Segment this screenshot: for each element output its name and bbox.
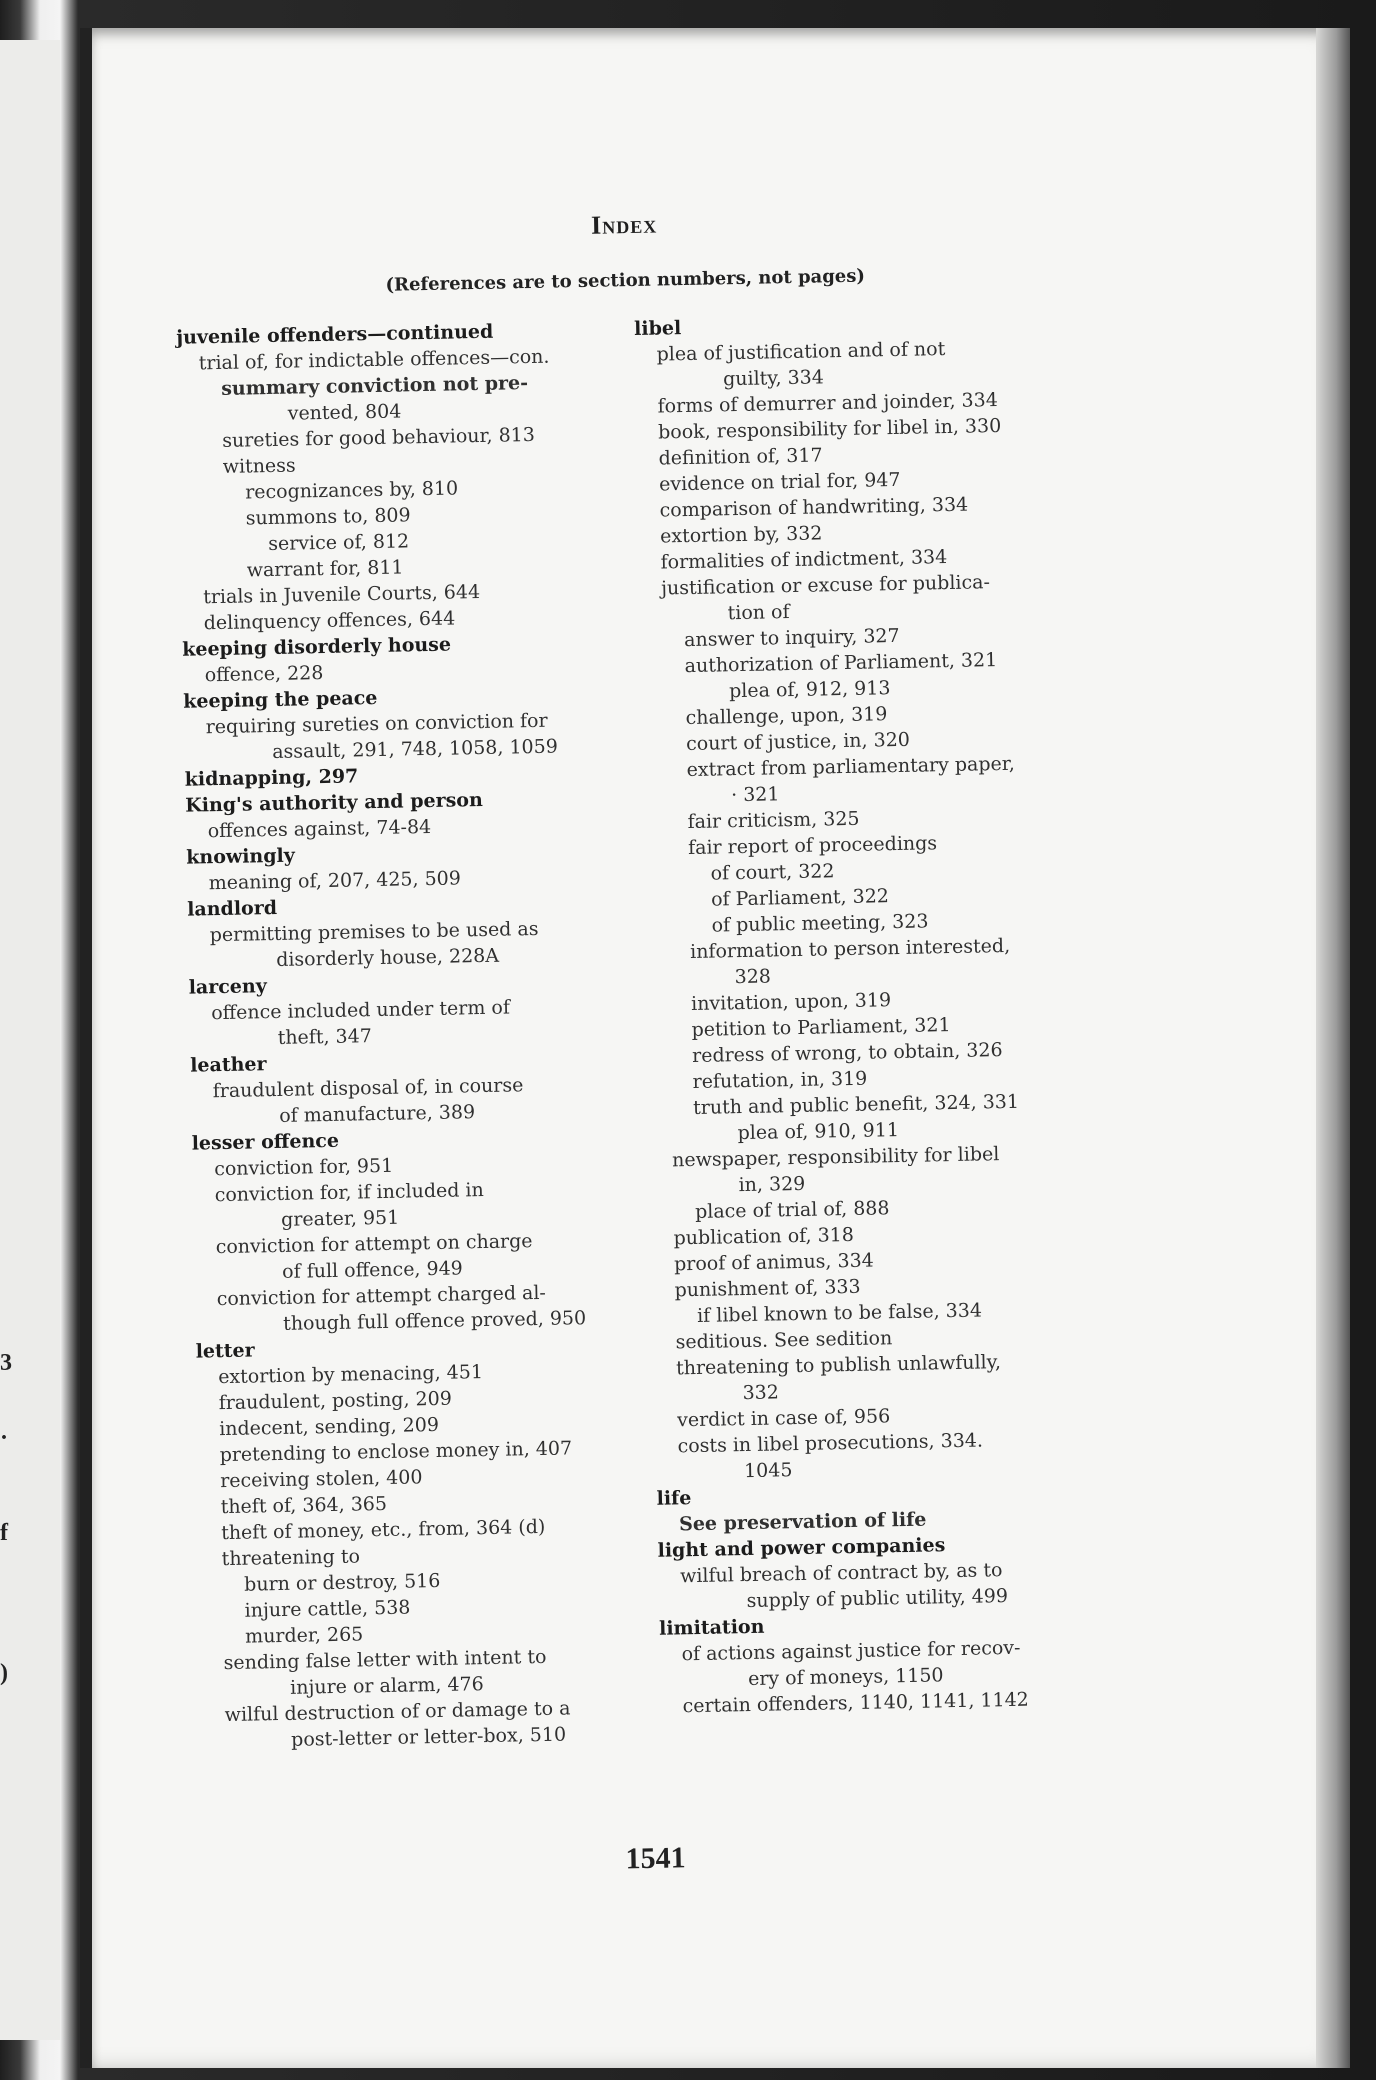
index-entry: vented, 804 (287, 400, 402, 425)
margin-fragment: f (0, 1520, 8, 1546)
index-entry: of manufacture, 389 (278, 1101, 476, 1127)
index-entry: justification or excuse for publica- (660, 571, 991, 600)
index-entry: extortion by, 332 (659, 522, 823, 548)
index-entry: injure cattle, 538 (244, 1596, 411, 1622)
index-entry: 328 (734, 965, 772, 989)
index-entry: supply of public utility, 499 (746, 1585, 1009, 1613)
index-entry: trial of, for indictable offences—con. (198, 345, 550, 375)
index-entry: plea of, 910, 911 (737, 1119, 900, 1145)
index-entry: invitation, upon, 319 (690, 989, 892, 1016)
page-subtitle: (References are to section numbers, not pages) (385, 265, 866, 296)
index-entry: meaning of, 207, 425, 509 (208, 867, 462, 895)
index-entry: of full offence, 949 (281, 1257, 463, 1283)
index-entry: conviction for, 951 (213, 1154, 394, 1181)
index-entry: fair report of proceedings (687, 832, 938, 860)
index-entry: indecent, sending, 209 (218, 1413, 440, 1441)
index-entry: murder, 265 (244, 1623, 364, 1648)
index-entry: challenge, upon, 319 (685, 703, 888, 730)
index-entry: evidence on trial for, 947 (658, 468, 901, 496)
index-entry: if libel known to be false, 334 (696, 1299, 983, 1327)
index-entry: of actions against justice for recov- (681, 1636, 1021, 1666)
index-entry: sureties for good behaviour, 813 (222, 423, 536, 452)
index-entry: permitting premises to be used as (209, 917, 539, 947)
index-column-right (633, 307, 1084, 1718)
index-entry: warrant for, 811 (246, 556, 404, 582)
index-entry: pretending to enclose money in, 407 (219, 1437, 573, 1467)
index-heading: juvenile offenders—continued (176, 320, 494, 349)
index-entry: information to person interested, (689, 934, 1011, 964)
index-entry: 1045 (743, 1459, 793, 1483)
index-entry: · 321 (730, 783, 780, 807)
index-entry: fair criticism, 325 (687, 807, 860, 834)
index-entry: fraudulent, posting, 209 (218, 1387, 453, 1415)
margin-fragment: ) (0, 1660, 8, 1686)
index-entry: though full offence proved, 950 (282, 1307, 587, 1335)
margin-fragment: 3 (0, 1350, 12, 1376)
index-entry: book, responsibility for libel in, 330 (657, 414, 1002, 444)
index-entry: verdict in case of, 956 (676, 1405, 891, 1432)
index-entry: publication of, 318 (673, 1223, 855, 1250)
index-entry: threatening to (221, 1545, 361, 1571)
index-entry: receiving stolen, 400 (219, 1466, 423, 1493)
index-entry: offences against, 74-84 (207, 815, 432, 843)
index-heading: landlord (187, 896, 278, 921)
index-entry: injure or alarm, 476 (289, 1673, 484, 1699)
index-heading: leather (190, 1053, 267, 1077)
index-entry: plea of, 912, 913 (728, 677, 891, 703)
index-entry: recognizances by, 810 (245, 477, 459, 504)
index-entry: trials in Juvenile Courts, 644 (203, 580, 481, 609)
index-entry: burn or destroy, 516 (243, 1569, 441, 1596)
index-entry: See preservation of life (678, 1508, 927, 1536)
margin-fragment: · (0, 1425, 9, 1451)
index-entry: tion of (727, 601, 790, 625)
index-entry: guilty, 334 (722, 366, 825, 391)
index-entry: disorderly house, 228A (275, 944, 500, 971)
index-entry: theft of, 364, 365 (220, 1492, 388, 1519)
index-entry: of court, 322 (710, 860, 835, 885)
index-entry: seditious. See sedition (675, 1327, 893, 1354)
index-entry: definition of, 317 (658, 444, 823, 470)
index-entry: authorization of Parliament, 321 (684, 649, 998, 678)
page-fore-edge (1316, 28, 1350, 2068)
index-entry: of public meeting, 323 (711, 910, 929, 937)
index-entry: costs in libel prosecutions, 334. (677, 1429, 984, 1458)
index-heading: letter (195, 1339, 255, 1363)
index-entry: extortion by menacing, 451 (217, 1361, 484, 1389)
index-entry: extract from parliamentary paper, (686, 752, 1016, 782)
index-entry: of Parliament, 322 (710, 885, 890, 911)
index-entry: wilful destruction of or damage to a (224, 1697, 571, 1727)
index-entry: witness (222, 454, 296, 478)
index-entry: summons to, 809 (245, 504, 411, 530)
index-heading: larceny (188, 975, 267, 999)
index-entry: ery of moneys, 1150 (747, 1664, 944, 1691)
index-entry: formalities of indictment, 334 (660, 546, 948, 574)
index-entry: 332 (742, 1381, 780, 1405)
index-entry: summary conviction not pre- (221, 372, 529, 400)
index-entry: redress of wrong, to obtain, 326 (691, 1039, 1003, 1067)
index-entry: assault, 291, 748, 1058, 1059 (272, 735, 559, 764)
page-title: Index (590, 209, 658, 240)
index-entry: refutation, in, 319 (692, 1067, 868, 1093)
index-entry: greater, 951 (280, 1206, 400, 1231)
index-heading: light and power companies (657, 1534, 946, 1562)
index-heading: keeping the peace (183, 686, 378, 713)
page-number: 1541 (625, 1841, 686, 1876)
index-entry: requiring sureties on conviction for (205, 709, 548, 739)
index-entry: wilful breach of contract by, as to (679, 1559, 1003, 1588)
index-heading: kidnapping, 297 (184, 765, 359, 791)
index-entry: newspaper, responsibility for libel (671, 1143, 1000, 1172)
index-entry: comparison of handwriting, 334 (659, 493, 969, 522)
index-entry: offence, 228 (204, 662, 324, 687)
index-entry: in, 329 (738, 1172, 806, 1197)
index-heading: knowingly (186, 844, 296, 869)
index-entry: truth and public benefit, 324, 331 (692, 1090, 1020, 1119)
index-entry: conviction for attempt on charge (215, 1230, 533, 1259)
index-entry: service of, 812 (268, 530, 410, 556)
index-heading: life (656, 1487, 692, 1510)
index-entry: place of trial of, 888 (694, 1197, 890, 1223)
index-heading: keeping disorderly house (182, 633, 452, 661)
index-entry: forms of demurrer and joinder, 334 (657, 389, 999, 418)
index-entry: punishment of, 333 (674, 1275, 861, 1302)
index-entry: theft, 347 (277, 1025, 373, 1049)
page-content (94, 180, 1187, 1920)
index-entry: fraudulent disposal of, in course (212, 1074, 524, 1103)
adjacent-page-edge (0, 40, 60, 2040)
index-heading: libel (633, 317, 682, 340)
index-entry: court of justice, in, 320 (685, 728, 911, 756)
index-entry: conviction for attempt charged al- (216, 1281, 547, 1311)
index-entry: delinquency offences, 644 (203, 607, 456, 635)
index-entry: offence included under term of (211, 996, 511, 1025)
index-entry: certain offenders, 1140, 1141, 1142 (682, 1688, 1030, 1718)
index-entry: conviction for, if included in (214, 1179, 484, 1207)
index-entry: threatening to publish unlawfully, (675, 1351, 1002, 1380)
index-heading: lesser offence (191, 1129, 340, 1155)
index-entry: petition to Parliament, 321 (691, 1014, 951, 1042)
index-entry: sending false letter with intent to (223, 1645, 547, 1675)
index-heading: limitation (658, 1615, 765, 1640)
index-entry: post-letter or letter-box, 510 (290, 1723, 567, 1751)
index-entry: theft of money, etc., from, 364 (d) (220, 1515, 546, 1545)
index-column-left (176, 316, 636, 1751)
index-entry: answer to inquiry, 327 (683, 624, 900, 652)
index-heading: King's authority and person (185, 788, 483, 817)
index-entry: plea of justification and of not (656, 338, 946, 366)
index-entry: proof of animus, 334 (673, 1249, 874, 1276)
